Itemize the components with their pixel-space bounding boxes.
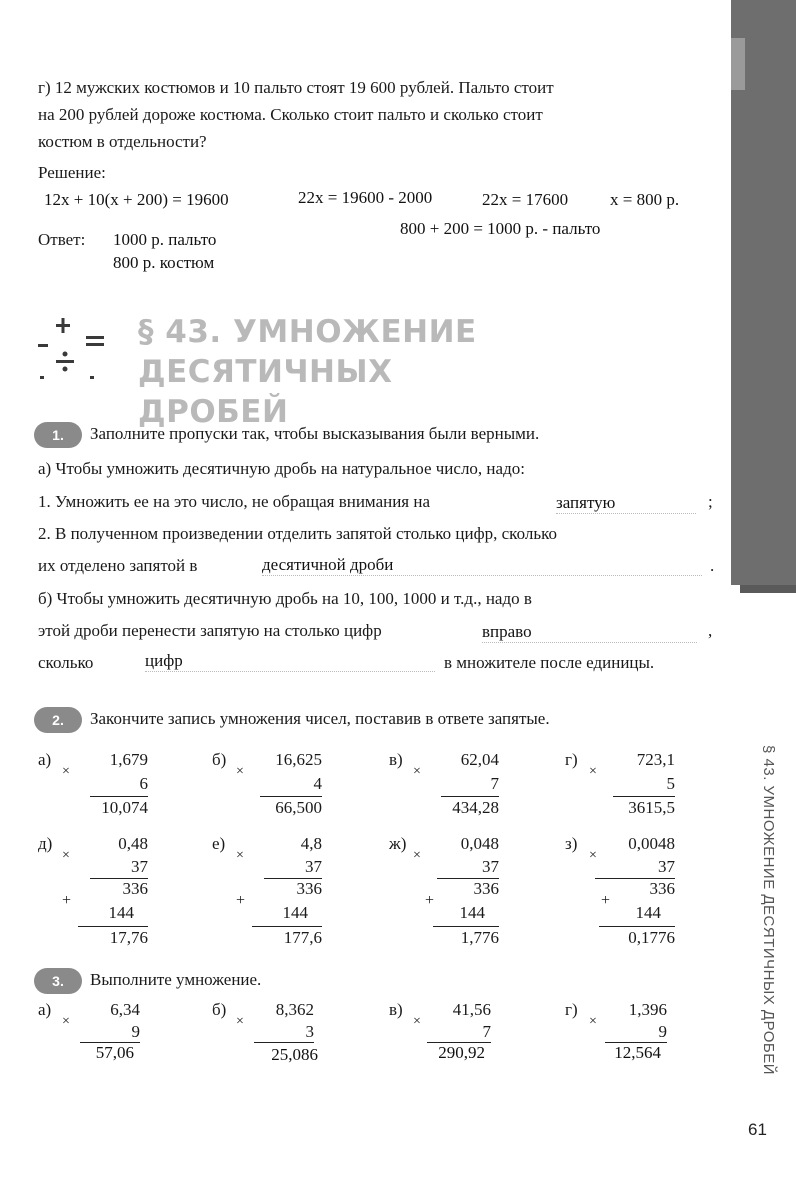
answer-2: 800 р. костюм: [113, 253, 215, 272]
times-sign: ×: [236, 1014, 244, 1029]
product: 10,074: [101, 798, 148, 817]
task1-b-fill1: вправо: [482, 622, 697, 643]
times-sign: ×: [589, 848, 597, 863]
task-badge-3: 3.: [34, 968, 82, 994]
equation-4: x = 800 р.: [610, 190, 680, 209]
mul-label: б): [212, 750, 227, 769]
answer-1: 1000 р. пальто: [113, 230, 217, 249]
partial-1: 336: [122, 879, 148, 898]
task1-heading: Заполните пропуски так, чтобы высказывания были верными.: [90, 424, 540, 443]
partial-2: 144: [635, 903, 661, 922]
plus-sign: +: [601, 892, 611, 909]
partial-1: 336: [649, 879, 675, 898]
times-sign: ×: [236, 764, 244, 779]
mul-g: [565, 750, 675, 820]
multiplier: 37: [482, 857, 499, 876]
partial-2: 144: [459, 903, 485, 922]
task1-b-line2: этой дроби перенести запятую на столько цифр: [38, 621, 382, 640]
product: 434,28: [452, 798, 499, 817]
multiplicand: 0,0048: [628, 834, 675, 853]
mul-label: ж): [389, 834, 407, 853]
product: 1,776: [460, 928, 499, 947]
product: 12,564: [614, 1043, 661, 1062]
partial-2: 144: [282, 903, 308, 922]
mul-label: в): [389, 750, 403, 769]
task1-b-line3-start: сколько: [38, 653, 94, 672]
multiplicand: 723,1: [636, 750, 675, 769]
mul-label: е): [212, 834, 226, 853]
mul-z: [565, 834, 675, 954]
mul-zh: [389, 834, 499, 954]
section-title-line1: § 43. УМНОЖЕНИЕ ДЕСЯТИЧНЫХ: [138, 314, 477, 390]
mul-label: д): [38, 834, 53, 853]
equation-2: 22x = 19600 - 2000: [298, 188, 433, 207]
multiplier: 5: [666, 774, 675, 793]
times-sign: ×: [62, 848, 70, 863]
task3-mul-g: [565, 1000, 675, 1070]
mul-label: б): [212, 1000, 227, 1019]
task2-heading: Закончите запись умножения чисел, поставив в ответе запятые.: [90, 709, 550, 728]
multiplier: 37: [305, 857, 322, 876]
multiplicand: 16,625: [275, 750, 322, 769]
task-badge-1: 1.: [34, 422, 82, 448]
result-line: [252, 926, 322, 927]
plus-sign: +: [425, 892, 435, 909]
equation-3: 22x = 17600: [482, 190, 569, 209]
task1-step1-fill: запятую: [556, 493, 696, 514]
mul-b: [212, 750, 322, 820]
multiplicand: 4,8: [300, 834, 322, 853]
task3-mul-b: [212, 1000, 322, 1070]
task1-step2-end: .: [710, 556, 715, 575]
task1-step1-end: ;: [708, 492, 713, 511]
plus-sign: +: [236, 892, 246, 909]
task3-heading: Выполните умножение.: [90, 970, 262, 989]
product: 17,76: [109, 928, 148, 947]
times-sign: ×: [413, 764, 421, 779]
mul-label: з): [565, 834, 578, 853]
product: 177,6: [283, 928, 322, 947]
product: 290,92: [438, 1043, 485, 1062]
multiplicand: 8,362: [275, 1000, 314, 1019]
task1-a-intro: а) Чтобы умножить десятичную дробь на натуральное число, надо:: [38, 459, 525, 478]
side-tab-shadow: [740, 585, 796, 593]
math-operations-icon: [34, 318, 114, 388]
side-tab-notch: [731, 38, 745, 90]
multiplicand: 41,56: [452, 1000, 491, 1019]
result-line: [78, 926, 148, 927]
product: 3615,5: [628, 798, 675, 817]
multiplier: 3: [305, 1022, 314, 1041]
multiplier: 37: [131, 857, 148, 876]
mul-label: г): [565, 1000, 578, 1019]
times-sign: ×: [413, 1014, 421, 1029]
mul-e: [212, 834, 322, 954]
answer-label: Ответ:: [38, 230, 86, 249]
multiplier: 4: [313, 774, 322, 793]
multiplicand: 0,048: [460, 834, 499, 853]
mul-label: в): [389, 1000, 403, 1019]
side-section-title: § 43. УМНОЖЕНИЕ ДЕСЯТИЧНЫХ ДРОБЕЙ: [760, 745, 777, 1076]
task3-mul-a: [38, 1000, 148, 1070]
multiplier: 7: [482, 1022, 491, 1041]
result-line: [260, 796, 322, 797]
times-sign: ×: [413, 848, 421, 863]
solution-label: Решение:: [38, 163, 106, 182]
task1-b-line1: б) Чтобы умножить десятичную дробь на 10, 100, 1000 и т.д., надо в: [38, 589, 532, 608]
task1-step2-line2: их отделено запятой в: [38, 556, 198, 575]
page-number: 61: [748, 1120, 767, 1139]
mul-v: [389, 750, 499, 820]
times-sign: ×: [62, 1014, 70, 1029]
task1-step2-fill: десятичной дроби: [262, 555, 702, 576]
task1-step2-line1: 2. В полученном произведении отделить запятой столько цифр, сколько: [38, 524, 557, 543]
product: 57,06: [95, 1043, 134, 1062]
plus-sign: +: [62, 892, 72, 909]
task1-b-line3-end: в множителе после единицы.: [444, 653, 655, 672]
multiplier: 9: [131, 1022, 140, 1041]
multiplier: 37: [658, 857, 675, 876]
task1-b-fill2: цифр: [145, 651, 435, 672]
times-sign: ×: [236, 848, 244, 863]
times-sign: ×: [62, 764, 70, 779]
times-sign: ×: [589, 1014, 597, 1029]
task1-step1: 1. Умножить ее на это число, не обращая внимания на: [38, 492, 431, 511]
task-badge-2: 2.: [34, 707, 82, 733]
multiplier: 6: [139, 774, 148, 793]
times-sign: ×: [589, 764, 597, 779]
task3-mul-v: [389, 1000, 499, 1070]
equation-5: 800 + 200 = 1000 р. - пальто: [400, 219, 601, 238]
mul-label: г): [565, 750, 578, 769]
multiplicand: 1,396: [628, 1000, 667, 1019]
section-title: [138, 312, 718, 432]
equation-1: 12x + 10(x + 200) = 19600: [44, 190, 229, 209]
multiplier: 9: [658, 1022, 667, 1041]
result-line: [599, 926, 675, 927]
multiplicand: 1,679: [109, 750, 148, 769]
task1-b-comma: ,: [708, 621, 713, 640]
multiplicand: 6,34: [110, 1000, 140, 1019]
problem-g-line3: костюм в отдельности?: [38, 132, 207, 151]
mul-d: [38, 834, 148, 954]
mul-label: а): [38, 750, 52, 769]
result-line: [441, 796, 499, 797]
product: 66,500: [275, 798, 322, 817]
mul-label: а): [38, 1000, 52, 1019]
product: 0,1776: [628, 928, 675, 947]
multiplier: 7: [490, 774, 499, 793]
result-line: [90, 796, 148, 797]
section-title-line2: ДРОБЕЙ: [138, 394, 289, 430]
multiplicand: 0,48: [118, 834, 148, 853]
partial-2: 144: [108, 903, 134, 922]
result-line: [433, 926, 499, 927]
result-line: [613, 796, 675, 797]
mul-a: [38, 750, 148, 820]
partial-1: 336: [473, 879, 499, 898]
result-line: [254, 1042, 314, 1043]
product: 25,086: [271, 1045, 318, 1064]
problem-g-line1: г) 12 мужских костюмов и 10 пальто стоят 19 600 рублей. Пальто стоит: [38, 78, 554, 97]
problem-g-line2: на 200 рублей дороже костюма. Сколько стоит пальто и сколько стоит: [38, 105, 543, 124]
multiplicand: 62,04: [460, 750, 499, 769]
partial-1: 336: [296, 879, 322, 898]
